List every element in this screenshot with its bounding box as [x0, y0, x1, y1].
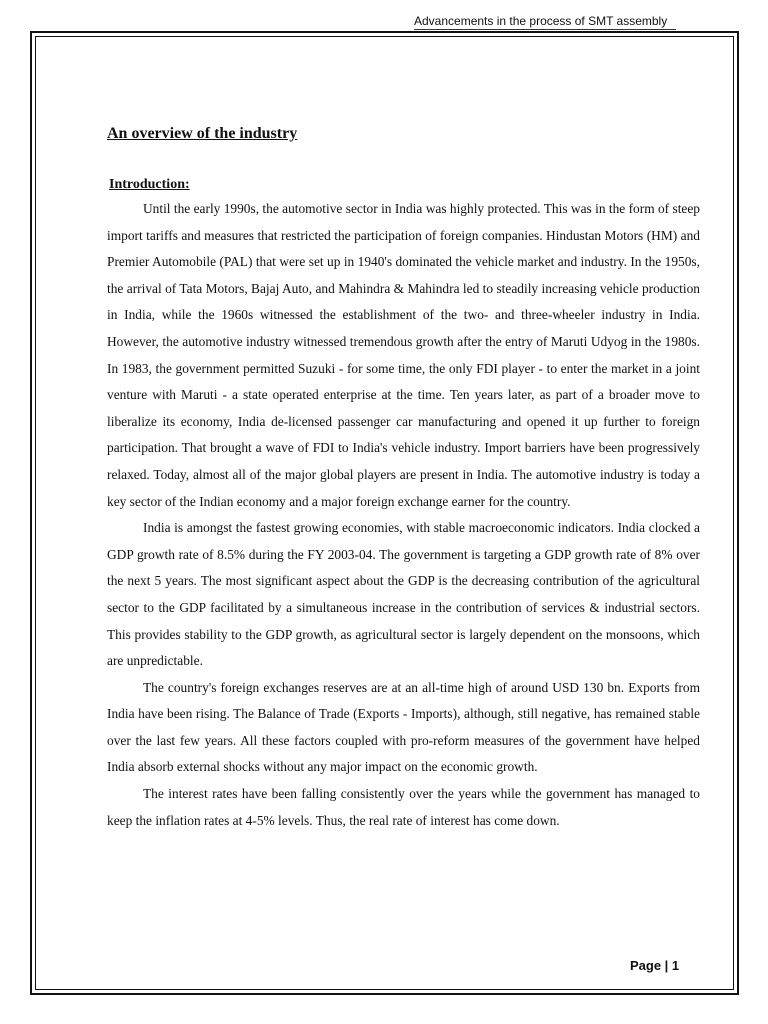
page-content — [107, 122, 700, 834]
running-header: Advancements in the process of SMT assembly — [414, 14, 668, 28]
paragraph-economy: India is amongst the fastest growing economies, with stable macroeconomic indicators. India clocked a GDP growth rate of 8.5% during the FY 2003-04. The government is targeting a GDP growth rate of 8% over the next 5 years. The most significant aspect about the GDP is the decreasing contribution of the agricultural sector to the GDP facilitated by a simultaneous increase in the contribution of services & industrial sectors. This provides stability to the GDP growth, as agricultural sector is largely dependent on the monsoons, which are unpredictable. — [107, 520, 700, 669]
section-title: An overview of the industry — [107, 125, 298, 142]
paragraph-history: Until the early 1990s, the automotive sector in India was highly protected. This was in the form of steep import tariffs and measures that restricted the participation of foreign companies. Hindustan Motors (HM) and Premier Automobile (PAL) that were set up in 1940's dominated the vehicle market and industry. In the 1950s, the arrival of Tata Motors, Bajaj Auto, and Mahindra & Mahindra led to steadily increasing vehicle production in India, while the 1960s witnessed the establishment of the two- and three-wheeler industry in India. However, the automotive industry witnessed tremendous growth after the entry of Maruti Udyog in the 1980s. In 1983, the government permitted Suzuki - for some time, the only FDI player - to enter the market in a joint venture with Maruti - a state operated enterprise at the time. Ten years later, as part of a broader move to liberalize its economy, India de-licensed passenger car manufacturing and opened it up further to foreign participation. That brought a wave of FDI to India's vehicle industry. Import barriers have been progressively relaxed. Today, almost all of the major global players are present in India. The automotive industry is today a key sector of the Indian economy and a major foreign exchange earner for the country. — [107, 201, 700, 509]
paragraph-reserves: The country's foreign exchanges reserves are at an all-time high of around USD 130 bn. Exports from India have been rising. The Balance of Trade (Exports - Imports), although, still negative, has remained stable over the last few years. All these factors coupled with pro-reform measures of the government have helped India absorb external shocks without any major impact on the economic growth. — [107, 679, 700, 775]
page-number: Page | 1 — [630, 958, 680, 973]
introduction-heading: Introduction: — [109, 177, 190, 192]
paragraph-interest-rates: The interest rates have been falling consistently over the years while the government has managed to keep the inflation rates at 4-5% levels. Thus, the real rate of interest has come down. — [107, 786, 700, 828]
header-rule — [414, 29, 676, 30]
